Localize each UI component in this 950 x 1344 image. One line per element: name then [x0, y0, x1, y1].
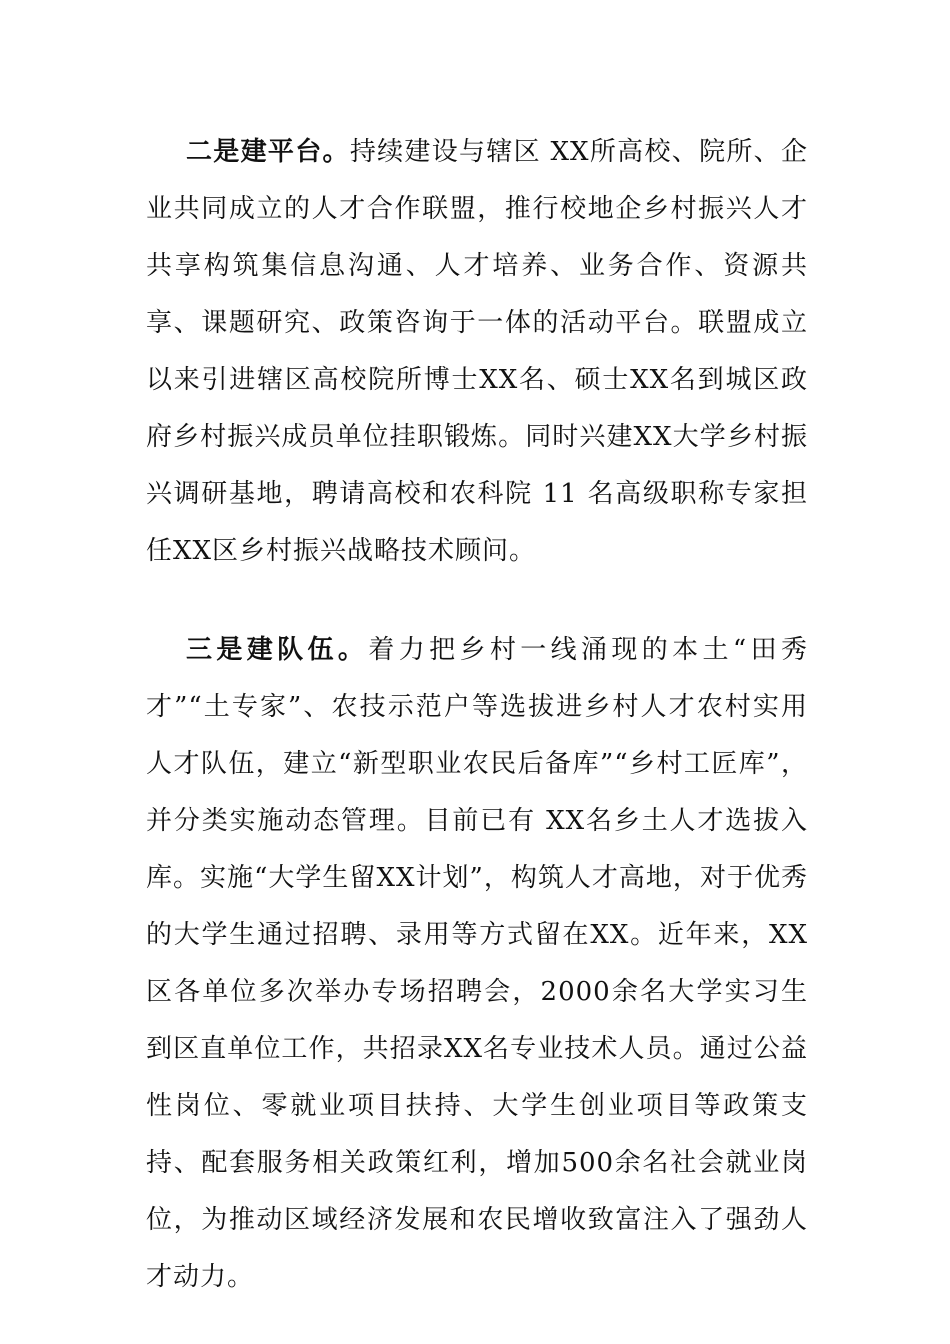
paragraph-body: 持续建设与辖区 XX所高校、院所、企业共同成立的人才合作联盟，推行校地企乡村振兴人才共享构筑集信息沟通、人才培养、业务合作、资源共享、课题研究、政策咨询于一体的活动平台。联盟成立以来引进辖区高校院所博士XX名、硕士XX名到城区政府乡村振兴成员单位挂职锻炼。同时兴建XX大学乡村振兴调研基地，聘请高校和农科院 11 名高级职称专家担任XX区乡村振兴战略技术顾问。	[146, 137, 808, 566]
paragraph-body: 着力把乡村一线涌现的本土“田秀才”“土专家”、农技示范户等选拔进乡村人才农村实用人才队伍，建立“新型职业农民后备库”“乡村工匠库”，并分类实施动态管理。目前已有 XX名乡土人才选拔入库。实施“大学生留XX计划”，构筑人才高地，对于优秀的大学生通过招聘、录用等方式留在XX。近年来，XX区各单位多次举办专场招聘会，2000余名大学实习生到区直单位工作，共招录XX名专业技术人员。通过公益性岗位、零就业项目扶持、大学生创业项目等政策支持、配套服务相关政策红利，增加500余名社会就业岗位，为推动区域经济发展和农民增收致富注入了强劲人才动力。	[146, 635, 808, 1292]
paragraph-lead: 二是建平台。	[186, 137, 350, 167]
paragraph-build-platform	[146, 124, 808, 580]
paragraph-lead: 三是建队伍。	[186, 635, 369, 665]
paragraph-build-team	[146, 622, 808, 1306]
